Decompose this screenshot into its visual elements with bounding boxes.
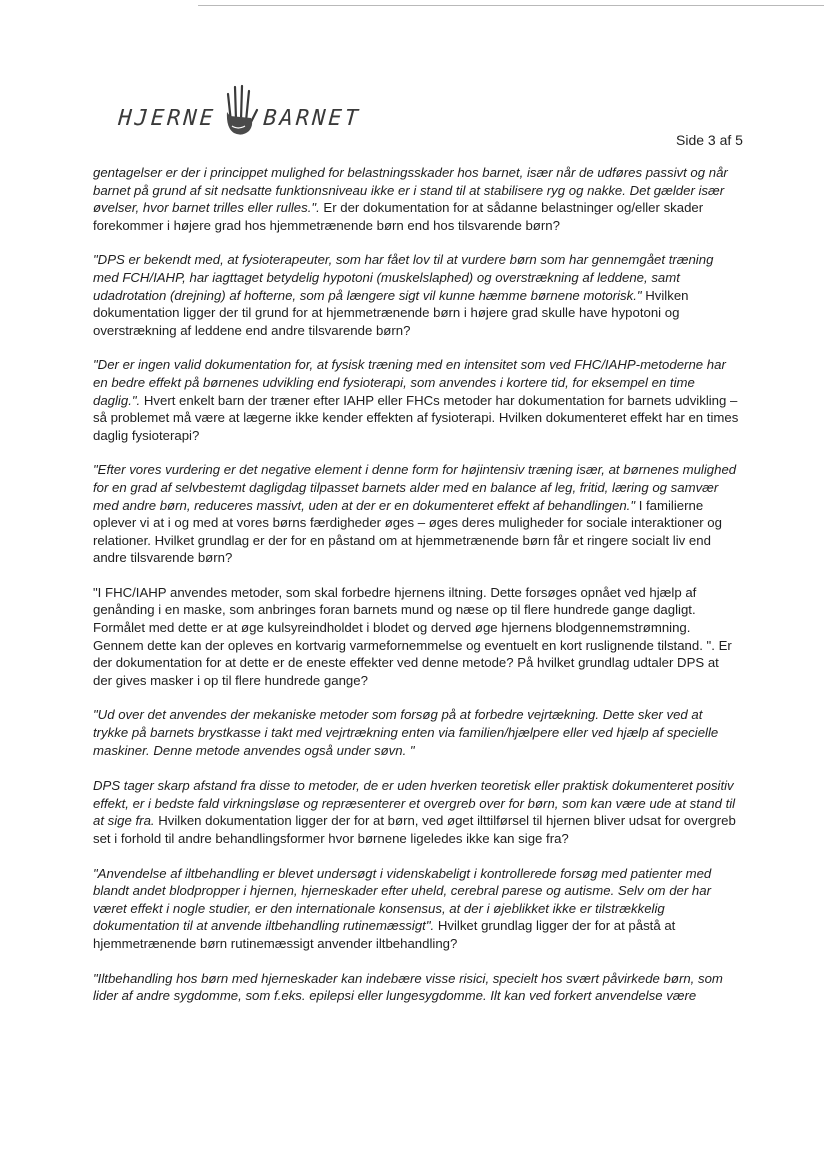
- hand-logo-icon: [218, 82, 260, 138]
- question-text: Hvilken dokumentation ligger der til grund for at hjemmetrænende børn i højere grad skulle have hypotoni og overstrækning af leddene end andre tilsvarende børn?: [93, 287, 689, 338]
- question-text: I familierne oplever vi at i og med at vores børns færdigheder øges – øges deres muligheder for sociale interaktioner og relationer. Hvilket grundlag er der for en påstand om at hjemmetrænende børn får et ringere socialt liv end andre tilsvarende børn?: [93, 497, 722, 566]
- question-text: Er der dokumentation for at sådanne belastninger og/eller skader forekommer i højere grad hos hjemmetrænende børn end hos tilsvarende børn?: [93, 200, 704, 233]
- paragraph-3: [93, 356, 741, 444]
- quote-text: "Anvendelse af iltbehandling er blevet undersøgt i videnskabeligt i kontrollerede forsøg med patienter med blandt andet blodpropper i hjernen, hjerneskader efter uheld, cerebral parese og autisme. Selv om der har været effekt i nogle studier, er den internationale konsensus, at der i øjeblikket ikke er tilstrækkelig dokumentation til at anvende iltbehandling rutinemæssigt".: [93, 865, 712, 934]
- document-body: [93, 164, 741, 1022]
- quote-text: "Iltbehandling hos børn med hjerneskader kan indebære visse risici, specielt hos svært påvirkede børn, som lider af andre sygdomme, som f.eks. epilepsi eller lungesygdomme. Ilt kan ved forkert anvendelse være: [93, 970, 723, 1004]
- question-text: Hvilken dokumentation ligger der for at børn, ved øget ilttilførsel til hjernen bliver udsat for overgreb set i forhold til andre behandlingsformer hvor børnene ligeledes ikke kan sige fra?: [93, 813, 736, 846]
- quote-text: "Ud over det anvendes der mekaniske metoder som forsøg på at forbedre vejrtækning. Dette sker ved at trykke på barnets brystkasse i takt med vejrtrækning enten via familien/hjælpere eller ved hjælp af specielle maskiner. Denne metode anvendes også under søvn. ": [93, 707, 719, 758]
- quote-text: gentagelser er der i princippet mulighed for belastningsskader hos barnet, især når de udføres passivt og når barnet på grund af sit nedsatte funktionsniveau ikke er i stand til at stabilisere ryg og nakke. Det gælder især øvelser, hvor barnet trilles eller rulles.".: [93, 165, 728, 216]
- paragraph-4: [93, 461, 741, 567]
- question-text: "I FHC/IAHP anvendes metoder, som skal forbedre hjernens iltning. Dette forsøges opnået ved hjælp af genånding i en maske, som anbringes foran barnets mund og næse op til flere hundrede gange dagligt. Formålet med dette er at øge kulsyreindholdet i blodet og derved øge hjernens blodgennemstrømning. Gennem dette kan der opleves en kortvarig varmefornemmelse og eventuelt en kort ruslignende tilstand. ". Er der dokumentation for at dette er de eneste effekter ved denne metode? På hvilket grundlag udtaler DPS at der gives masker i op til flere hundrede gange?: [93, 584, 732, 688]
- paragraph-9: [93, 970, 741, 1005]
- quote-text: "Der er ingen valid dokumentation for, at fysisk træning med en intensitet som ved FHC/IAHP-metoderne har en bedre effekt på børnenes udvikling end fysioterapi, som anvendes i kortere tid, for eksempel en time daglig.".: [93, 357, 726, 408]
- question-text: Hvert enkelt barn der træner efter IAHP eller FHCs metoder har dokumentation for barnets udvikling – så problemet må være at lægerne ikke kender effekten af fysioterapi. Hvilken dokumenteret effekt har en times daglig fysioterapi?: [93, 392, 739, 443]
- page-number: Side 3 af 5: [676, 132, 743, 148]
- paragraph-6: [93, 706, 741, 759]
- quote-text: "DPS er bekendt med, at fysioterapeuter, som har fået lov til at vurdere børn som har gennemgået træning med FCH/IAHP, har iagttaget betydelig hypotoni (muskelslaphed) og overstrækning af leddene, samt udadrotation (drejning) af hofterne, som på længere sigt vil kunne hæmme børnene motorisk.": [93, 252, 714, 303]
- paragraph-7: [93, 777, 741, 847]
- logo-text-left: HJERNE: [117, 106, 217, 131]
- paragraph-1: [93, 164, 741, 234]
- paragraph-8: [93, 865, 741, 953]
- top-rule: [198, 5, 824, 6]
- logo-text-right: BARNET: [262, 106, 363, 131]
- quote-text: "Efter vores vurdering er det negative element i denne form for højintensiv træning især, at børnenes mulighed for en grad af selvbestemt dagligdag tilpasset barnets alder med en balance af leg, fritid, læring og samvær med andre børn, reduceres massivt, uden at der er en dokumenteret effekt af behandlingen.": [93, 462, 737, 513]
- question-text: Hvilket grundlag ligger der for at påstå at hjemmetrænende børn rutinemæssigt anvender iltbehandling?: [93, 918, 676, 951]
- paragraph-2: [93, 251, 741, 339]
- quote-text: DPS tager skarp afstand fra disse to metoder, de er uden hverken teoretisk eller praktisk dokumenteret positiv effekt, er i bedste fald virkningsløse og repræsenterer et overgreb over for børn, som kan være ude at stand til at sige fra.: [93, 778, 736, 829]
- paragraph-5: [93, 584, 741, 690]
- logo: [118, 78, 361, 138]
